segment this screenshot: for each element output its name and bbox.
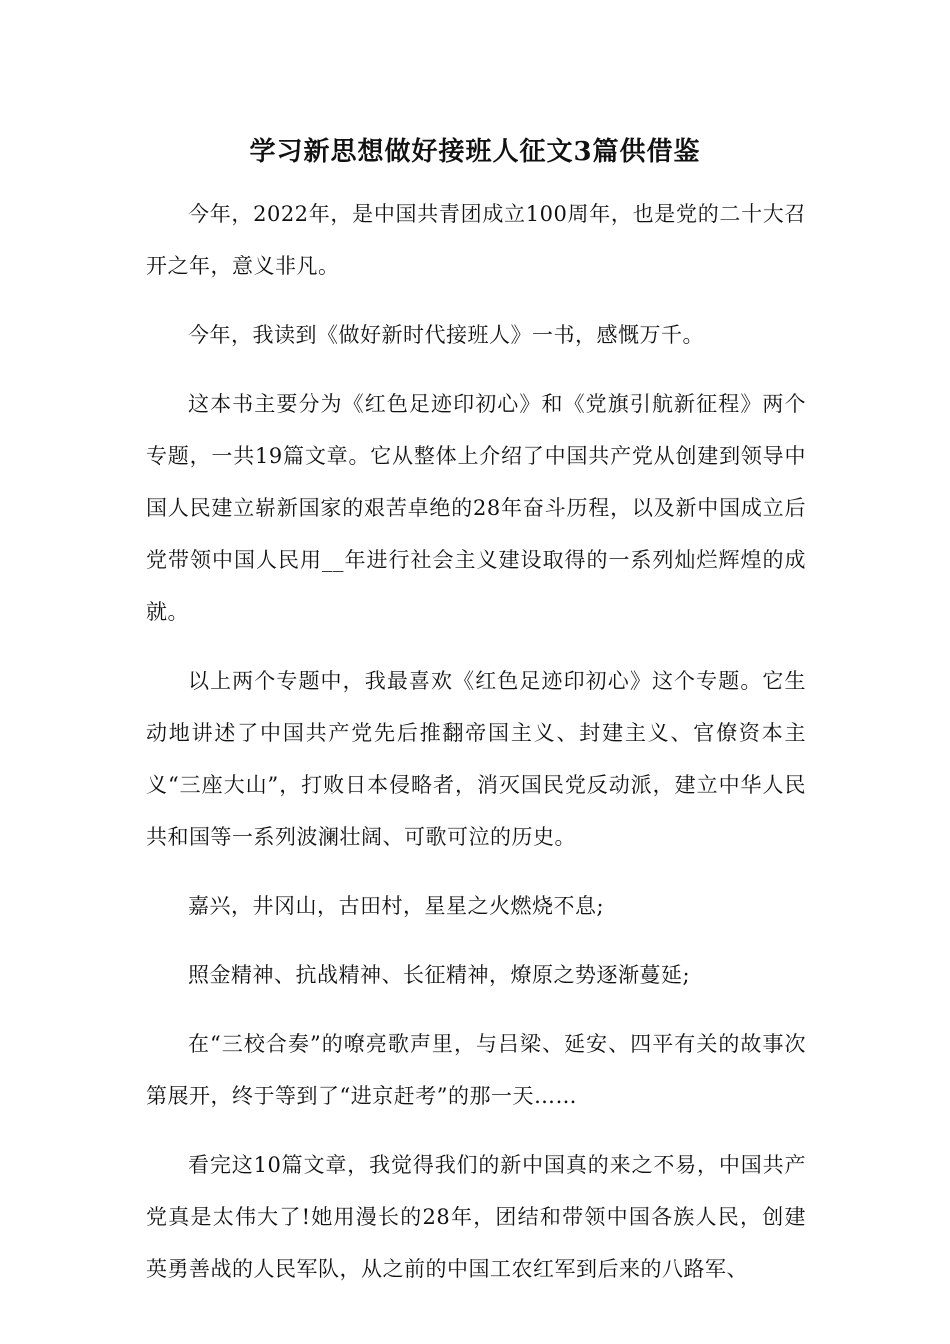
paragraph: 今年，我读到《做好新时代接班人》一书，感慨万千。 [188,323,704,347]
paragraph: 嘉兴，井冈山，古田村，星星之火燃烧不息; [188,894,605,918]
document-title: 学习新思想做好接班人征文3篇供借鉴 [249,137,701,167]
paragraph: 今年，2022年，是中国共青团成立100周年，也是党的二十大召开之年，意义非凡。 [146,202,806,278]
paragraph: 在“三校合奏”的嘹亮歌声里，与吕梁、延安、四平有关的故事次第展开，终于等到了“进京赶考”的那一天…… [146,1032,806,1108]
document-body [146,188,806,1312]
paragraph: 照金精神、抗战精神、长征精神，燎原之势逐渐蔓延; [188,963,691,987]
paragraph: 以上两个专题中，我最喜欢《红色足迹印初心》这个专题。它生动地讲述了中国共产党先后推翻帝国主义、封建主义、官僚资本主义“三座大山”，打败日本侵略者，消灭国民党反动派，建立中华人民共和国等一系列波澜壮阔、可歌可泣的历史。 [146,669,806,849]
paragraph: 这本书主要分为《红色足迹印初心》和《党旗引航新征程》两个专题，一共19篇文章。它从整体上介绍了中国共产党从创建到领导中国人民建立崭新国家的艰苦卓绝的28年奋斗历程，以及新中国成立后党带领中国人民用__年进行社会主义建设取得的一系列灿烂辉煌的成就。 [146,392,806,624]
paragraph: 看完这10篇文章，我觉得我们的新中国真的来之不易，中国共产党真是太伟大了!她用漫长的28年，团结和带领中国各族人民，创建英勇善战的人民军队，从之前的中国工农红军到后来的八路军、 [146,1153,806,1281]
